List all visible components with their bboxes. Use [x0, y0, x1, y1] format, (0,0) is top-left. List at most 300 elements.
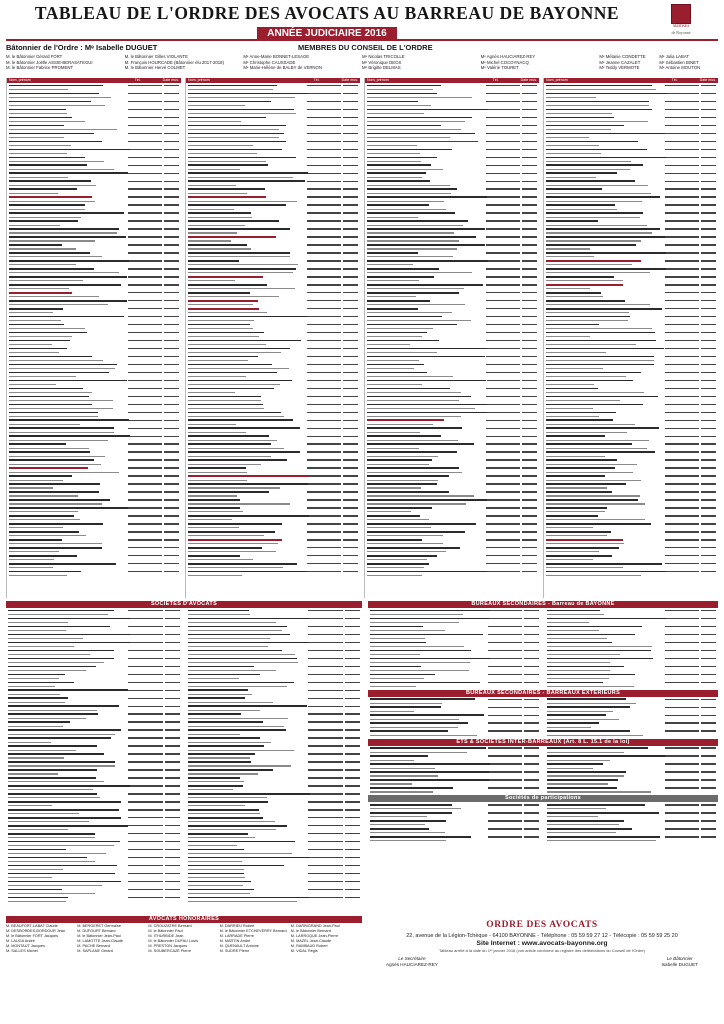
entry-phone — [128, 141, 162, 142]
entry-address-line — [546, 160, 716, 163]
entry-phone — [308, 841, 342, 842]
entry-phone — [486, 149, 520, 150]
entry-name-line — [188, 188, 358, 191]
entry-address — [9, 503, 102, 504]
entry-name-line — [188, 530, 358, 533]
entry-address-line — [546, 303, 716, 306]
entry-phone — [488, 642, 522, 643]
entry-address-line — [188, 311, 358, 314]
entry-date — [165, 745, 180, 746]
entry-address — [367, 209, 446, 210]
entry-name-line — [188, 808, 360, 811]
entry-date — [343, 499, 358, 500]
entry-phone — [665, 451, 699, 452]
entry-name-line — [367, 275, 537, 278]
entry-date — [522, 117, 537, 118]
entry-date — [343, 85, 358, 86]
entry-name — [188, 364, 272, 366]
entry-address — [547, 768, 593, 769]
entry-address-line — [188, 693, 360, 696]
entry-phone — [307, 571, 341, 572]
entry-address — [188, 742, 271, 743]
entry-name-line — [546, 307, 716, 310]
entry-name — [188, 451, 300, 453]
entry-name-line — [188, 625, 360, 628]
entry-name-line — [546, 459, 716, 462]
entry-address — [8, 765, 115, 766]
entry-name — [188, 212, 251, 214]
entry-name — [546, 571, 666, 573]
honoraire-name: M. QUENAULT Antoine — [219, 944, 259, 948]
entry-address-line — [547, 621, 716, 624]
entry-name-line — [367, 259, 537, 262]
entry-name — [367, 93, 437, 95]
entry-name — [188, 729, 286, 731]
entry-address-line — [367, 534, 537, 537]
entry-date — [522, 300, 537, 301]
entry-address — [9, 320, 61, 321]
entry-date — [522, 388, 537, 389]
entry-name — [188, 204, 286, 206]
year-badge: ANNÉE JUDICIAIRE 2016 — [257, 27, 396, 41]
entry-date — [522, 475, 537, 476]
entry-date — [345, 777, 360, 778]
entry-phone — [665, 300, 699, 301]
entry-date — [522, 149, 537, 150]
section-column — [368, 608, 541, 690]
entry-date — [343, 133, 358, 134]
entry-name — [370, 634, 483, 636]
entry-name — [367, 308, 418, 310]
entry-phone — [128, 809, 162, 810]
entry-phone — [307, 117, 341, 118]
header-date: Date mus. — [520, 78, 537, 82]
entry-address-line — [367, 542, 537, 545]
entry-address — [546, 368, 603, 369]
entry-address — [546, 256, 594, 257]
entry-address-line — [9, 431, 179, 434]
entry-address — [9, 416, 98, 417]
entry-address-line — [188, 629, 360, 632]
entry-name — [546, 404, 643, 406]
entry-address — [547, 840, 656, 841]
entry-name-line — [9, 148, 179, 151]
entry-name-line — [188, 459, 358, 462]
entry-address — [9, 304, 108, 305]
entry-name-line — [188, 219, 358, 222]
entry-address-line — [546, 104, 716, 107]
entry-name-line — [546, 395, 716, 398]
entry-address — [547, 783, 608, 784]
entry-name — [8, 777, 96, 779]
entry-name-line — [9, 467, 179, 470]
entry-date — [701, 563, 716, 564]
entry-address — [367, 320, 471, 321]
entry-phone — [486, 157, 520, 158]
entry-phone — [487, 412, 520, 413]
entry-name — [188, 697, 245, 699]
entry-phone — [128, 745, 162, 746]
entry-name — [367, 404, 487, 406]
entry-phone — [128, 737, 162, 738]
entry-phone — [666, 571, 699, 572]
entry-name-line — [188, 243, 358, 246]
entry-address-line — [370, 751, 539, 754]
entry-address — [188, 344, 266, 345]
entry-address — [547, 646, 652, 647]
entry-address — [546, 503, 645, 504]
entry-name-line — [546, 467, 716, 470]
entry-address-line — [188, 764, 360, 767]
entry-address-line — [8, 900, 180, 903]
entry-date — [165, 610, 180, 611]
entry-address — [188, 368, 289, 369]
header-name: Nom, prénom — [367, 78, 389, 82]
entry-phone — [665, 507, 699, 508]
entry-name — [188, 228, 290, 230]
council-member: Mᵉ Marie-Hélène de BALBY de VERNON — [243, 65, 322, 71]
entry-address — [547, 711, 613, 712]
entry-date — [343, 340, 358, 341]
entry-address — [367, 153, 420, 154]
ets-list — [368, 746, 718, 796]
entry-date — [701, 828, 716, 829]
entry-phone — [486, 308, 520, 309]
entry-date — [701, 324, 716, 325]
entry-name-line — [188, 148, 358, 151]
entry-date — [164, 244, 179, 245]
entry-date — [522, 499, 537, 500]
entry-name — [188, 705, 307, 707]
entry-address-line — [546, 271, 716, 274]
entry-name — [188, 721, 263, 723]
entry-name-line — [370, 730, 539, 733]
entry-name-line — [9, 275, 179, 278]
entry-phone — [665, 523, 699, 524]
entry-date — [701, 109, 716, 110]
entry-date — [522, 181, 537, 182]
entry-address — [8, 853, 106, 854]
entry-phone — [489, 771, 522, 772]
entry-address-line — [188, 367, 358, 370]
entry-name — [370, 610, 490, 612]
entry-name-line — [188, 387, 358, 390]
entry-date — [164, 125, 179, 126]
entry-address — [546, 304, 650, 305]
entry-date — [701, 715, 716, 716]
entry-address-line — [367, 447, 537, 450]
entry-address-line — [546, 486, 716, 489]
entry-date — [522, 547, 537, 548]
entry-phone — [665, 674, 699, 675]
entry-name — [367, 220, 468, 222]
entry-date — [701, 141, 716, 142]
entry-address — [367, 384, 422, 385]
entry-name — [9, 523, 103, 525]
entry-name-line — [547, 609, 716, 612]
entry-address-line — [367, 223, 537, 226]
entry-address — [546, 511, 605, 512]
entry-name — [9, 164, 87, 166]
entry-date — [345, 809, 360, 810]
entry-address-line — [188, 836, 360, 839]
entry-date — [701, 316, 716, 317]
entry-name — [367, 396, 471, 398]
entry-name-line — [188, 768, 360, 771]
entry-address-line — [367, 208, 537, 211]
entry-name — [8, 729, 121, 731]
footer-site[interactable]: Site Internet : www.avocats-bayonne.org — [476, 940, 608, 947]
entry-phone — [308, 825, 342, 826]
entry-address — [546, 161, 631, 162]
entry-name-line — [9, 355, 179, 358]
entry-address — [547, 752, 624, 753]
entry-date — [701, 380, 716, 381]
entry-date — [164, 181, 179, 182]
entry-name — [370, 730, 448, 732]
entry-phone — [665, 531, 699, 532]
entry-date — [164, 324, 179, 325]
entry-name-line — [9, 164, 179, 167]
entry-address-line — [547, 637, 716, 640]
entry-address — [546, 232, 652, 233]
entry-address — [367, 201, 444, 202]
entry-address — [370, 630, 445, 631]
entry-address-line — [547, 839, 716, 842]
entry-phone — [128, 109, 162, 110]
entry-name — [367, 180, 430, 182]
entry-name — [9, 85, 103, 87]
entry-date — [164, 547, 179, 548]
entry-name-line — [9, 172, 179, 175]
entry-address-line — [546, 574, 716, 577]
entry-name-line — [546, 196, 716, 199]
entry-address-line — [9, 319, 179, 322]
entry-name — [370, 714, 484, 716]
entry-address-line — [8, 804, 180, 807]
entry-phone — [665, 149, 699, 150]
entry-address — [188, 137, 279, 138]
entry-name-line — [8, 737, 180, 740]
entry-date — [701, 539, 716, 540]
entry-date — [522, 436, 537, 437]
entry-date — [343, 348, 358, 349]
entry-phone — [486, 555, 520, 556]
entry-address — [367, 304, 465, 305]
entry-date — [165, 634, 180, 635]
entry-date — [701, 220, 716, 221]
entry-address — [370, 783, 412, 784]
entry-name — [188, 101, 271, 103]
entry-phone — [308, 809, 342, 810]
entry-name — [9, 451, 90, 453]
entry-address-line — [188, 860, 360, 863]
entry-date — [522, 220, 537, 221]
entry-address-line — [370, 758, 539, 761]
entry-address — [188, 336, 259, 337]
entry-phone — [665, 755, 699, 756]
entry-address — [367, 368, 414, 369]
entry-name — [188, 332, 264, 334]
entry-address — [188, 734, 240, 735]
entry-name-line — [9, 307, 179, 310]
entry-address — [367, 256, 453, 257]
entry-phone — [128, 157, 162, 158]
entry-date — [343, 300, 358, 301]
entry-phone — [307, 372, 341, 373]
entry-name-line — [370, 747, 539, 750]
entry-phone — [307, 165, 341, 166]
entry-address-line — [9, 510, 179, 513]
entry-name-line — [9, 251, 179, 254]
entry-name-line — [8, 752, 180, 755]
entry-address — [367, 551, 446, 552]
entry-name-line — [188, 371, 358, 374]
entry-address-line — [546, 176, 716, 179]
entry-name-line — [547, 778, 716, 781]
entry-address — [367, 527, 431, 528]
entry-name — [370, 674, 435, 676]
entry-address-line — [547, 751, 716, 754]
council-member: Mᵉ Nicolas TRICOLLE — [361, 54, 405, 59]
entry-name-line — [9, 315, 179, 318]
entry-date — [522, 507, 537, 508]
entry-address-line — [188, 423, 358, 426]
entry-address-line — [546, 439, 716, 442]
entry-date — [524, 730, 539, 731]
entry-address — [9, 487, 53, 488]
entry-name-line — [370, 633, 539, 636]
entry-address-line — [8, 725, 180, 728]
entry-phone — [486, 101, 520, 102]
entry-date — [343, 276, 358, 277]
entry-name-line — [188, 689, 360, 692]
entry-name — [546, 507, 607, 509]
entry-phone — [486, 340, 520, 341]
entry-address-line — [546, 470, 716, 473]
entry-phone — [128, 698, 162, 699]
entry-phone — [128, 793, 162, 794]
entry-phone — [128, 523, 162, 524]
entry-address — [8, 837, 95, 838]
entry-address-line — [367, 192, 537, 195]
entry-date — [165, 690, 180, 691]
entry-name — [188, 388, 274, 390]
entry-phone — [128, 753, 162, 754]
entry-address-line — [9, 120, 179, 123]
entry-date — [701, 372, 716, 373]
entry-name-line — [188, 307, 358, 310]
entry-address — [9, 527, 63, 528]
entry-phone — [307, 157, 341, 158]
entry-address — [188, 169, 240, 170]
entry-address-line — [370, 726, 539, 729]
entry-name-line — [9, 156, 179, 159]
entry-date — [701, 787, 716, 788]
entry-name — [188, 539, 282, 541]
entry-address — [8, 773, 58, 774]
entry-phone — [128, 412, 162, 413]
entry-name — [367, 348, 487, 350]
entry-name — [546, 483, 626, 485]
council-member: M. le Bâtonnier Gérard FORT — [6, 54, 63, 59]
entry-date — [165, 713, 180, 714]
entry-phone — [665, 491, 699, 492]
entry-date — [701, 101, 716, 102]
entry-date — [522, 571, 537, 572]
entry-name-line — [9, 227, 179, 230]
entry-phone — [486, 165, 520, 166]
council-member: Mᵉ Teddy VERMOTE — [599, 65, 640, 71]
entry-phone — [308, 698, 342, 699]
entry-address-line — [188, 486, 358, 489]
entry-address-line — [9, 407, 179, 410]
entry-address — [188, 646, 268, 647]
entry-name — [546, 515, 598, 517]
entry-phone — [487, 380, 520, 381]
entry-address-line — [188, 812, 360, 815]
entry-name-line — [367, 84, 537, 87]
entry-address — [188, 424, 236, 425]
entry-name-line — [9, 267, 179, 270]
entry-address — [9, 288, 69, 289]
entry-address — [9, 352, 59, 353]
entry-address — [8, 757, 64, 758]
entry-name — [9, 133, 94, 135]
honoraire-name: M. DARRIGRAND Jean-Paul — [290, 924, 340, 928]
entry-address-line — [9, 367, 179, 370]
entry-address — [188, 161, 266, 162]
entry-address-line — [367, 231, 537, 234]
entry-address — [367, 336, 422, 337]
entry-date — [165, 825, 180, 826]
entry-date — [345, 737, 360, 738]
entry-address-line — [370, 815, 539, 818]
entry-name — [546, 196, 660, 198]
entry-phone — [486, 515, 520, 516]
entry-name — [9, 308, 63, 310]
entry-date — [343, 364, 358, 365]
entry-name-line — [546, 554, 716, 557]
entry-phone — [128, 833, 162, 834]
entry-name-line — [188, 419, 358, 422]
entry-address-line — [9, 327, 179, 330]
entry-date — [164, 173, 179, 174]
entry-name — [188, 563, 297, 565]
entry-date — [701, 820, 716, 821]
entry-phone — [128, 428, 162, 429]
entry-address — [9, 575, 67, 576]
entry-address-line — [546, 263, 716, 266]
entry-name — [546, 101, 649, 103]
entry-date — [164, 220, 179, 221]
entry-name — [188, 356, 258, 358]
entry-address — [546, 328, 652, 329]
entry-name-line — [9, 443, 179, 446]
entry-address-line — [547, 629, 716, 632]
entry-name — [188, 459, 287, 461]
entry-date — [343, 101, 358, 102]
entry-phone — [128, 324, 162, 325]
entry-address — [188, 89, 273, 90]
entry-name — [9, 141, 102, 143]
entry-name — [188, 737, 260, 739]
entry-name-line — [8, 729, 180, 732]
entry-phone — [665, 642, 699, 643]
entry-name-line — [188, 116, 358, 119]
entry-name — [188, 404, 263, 406]
entry-name — [547, 658, 653, 660]
